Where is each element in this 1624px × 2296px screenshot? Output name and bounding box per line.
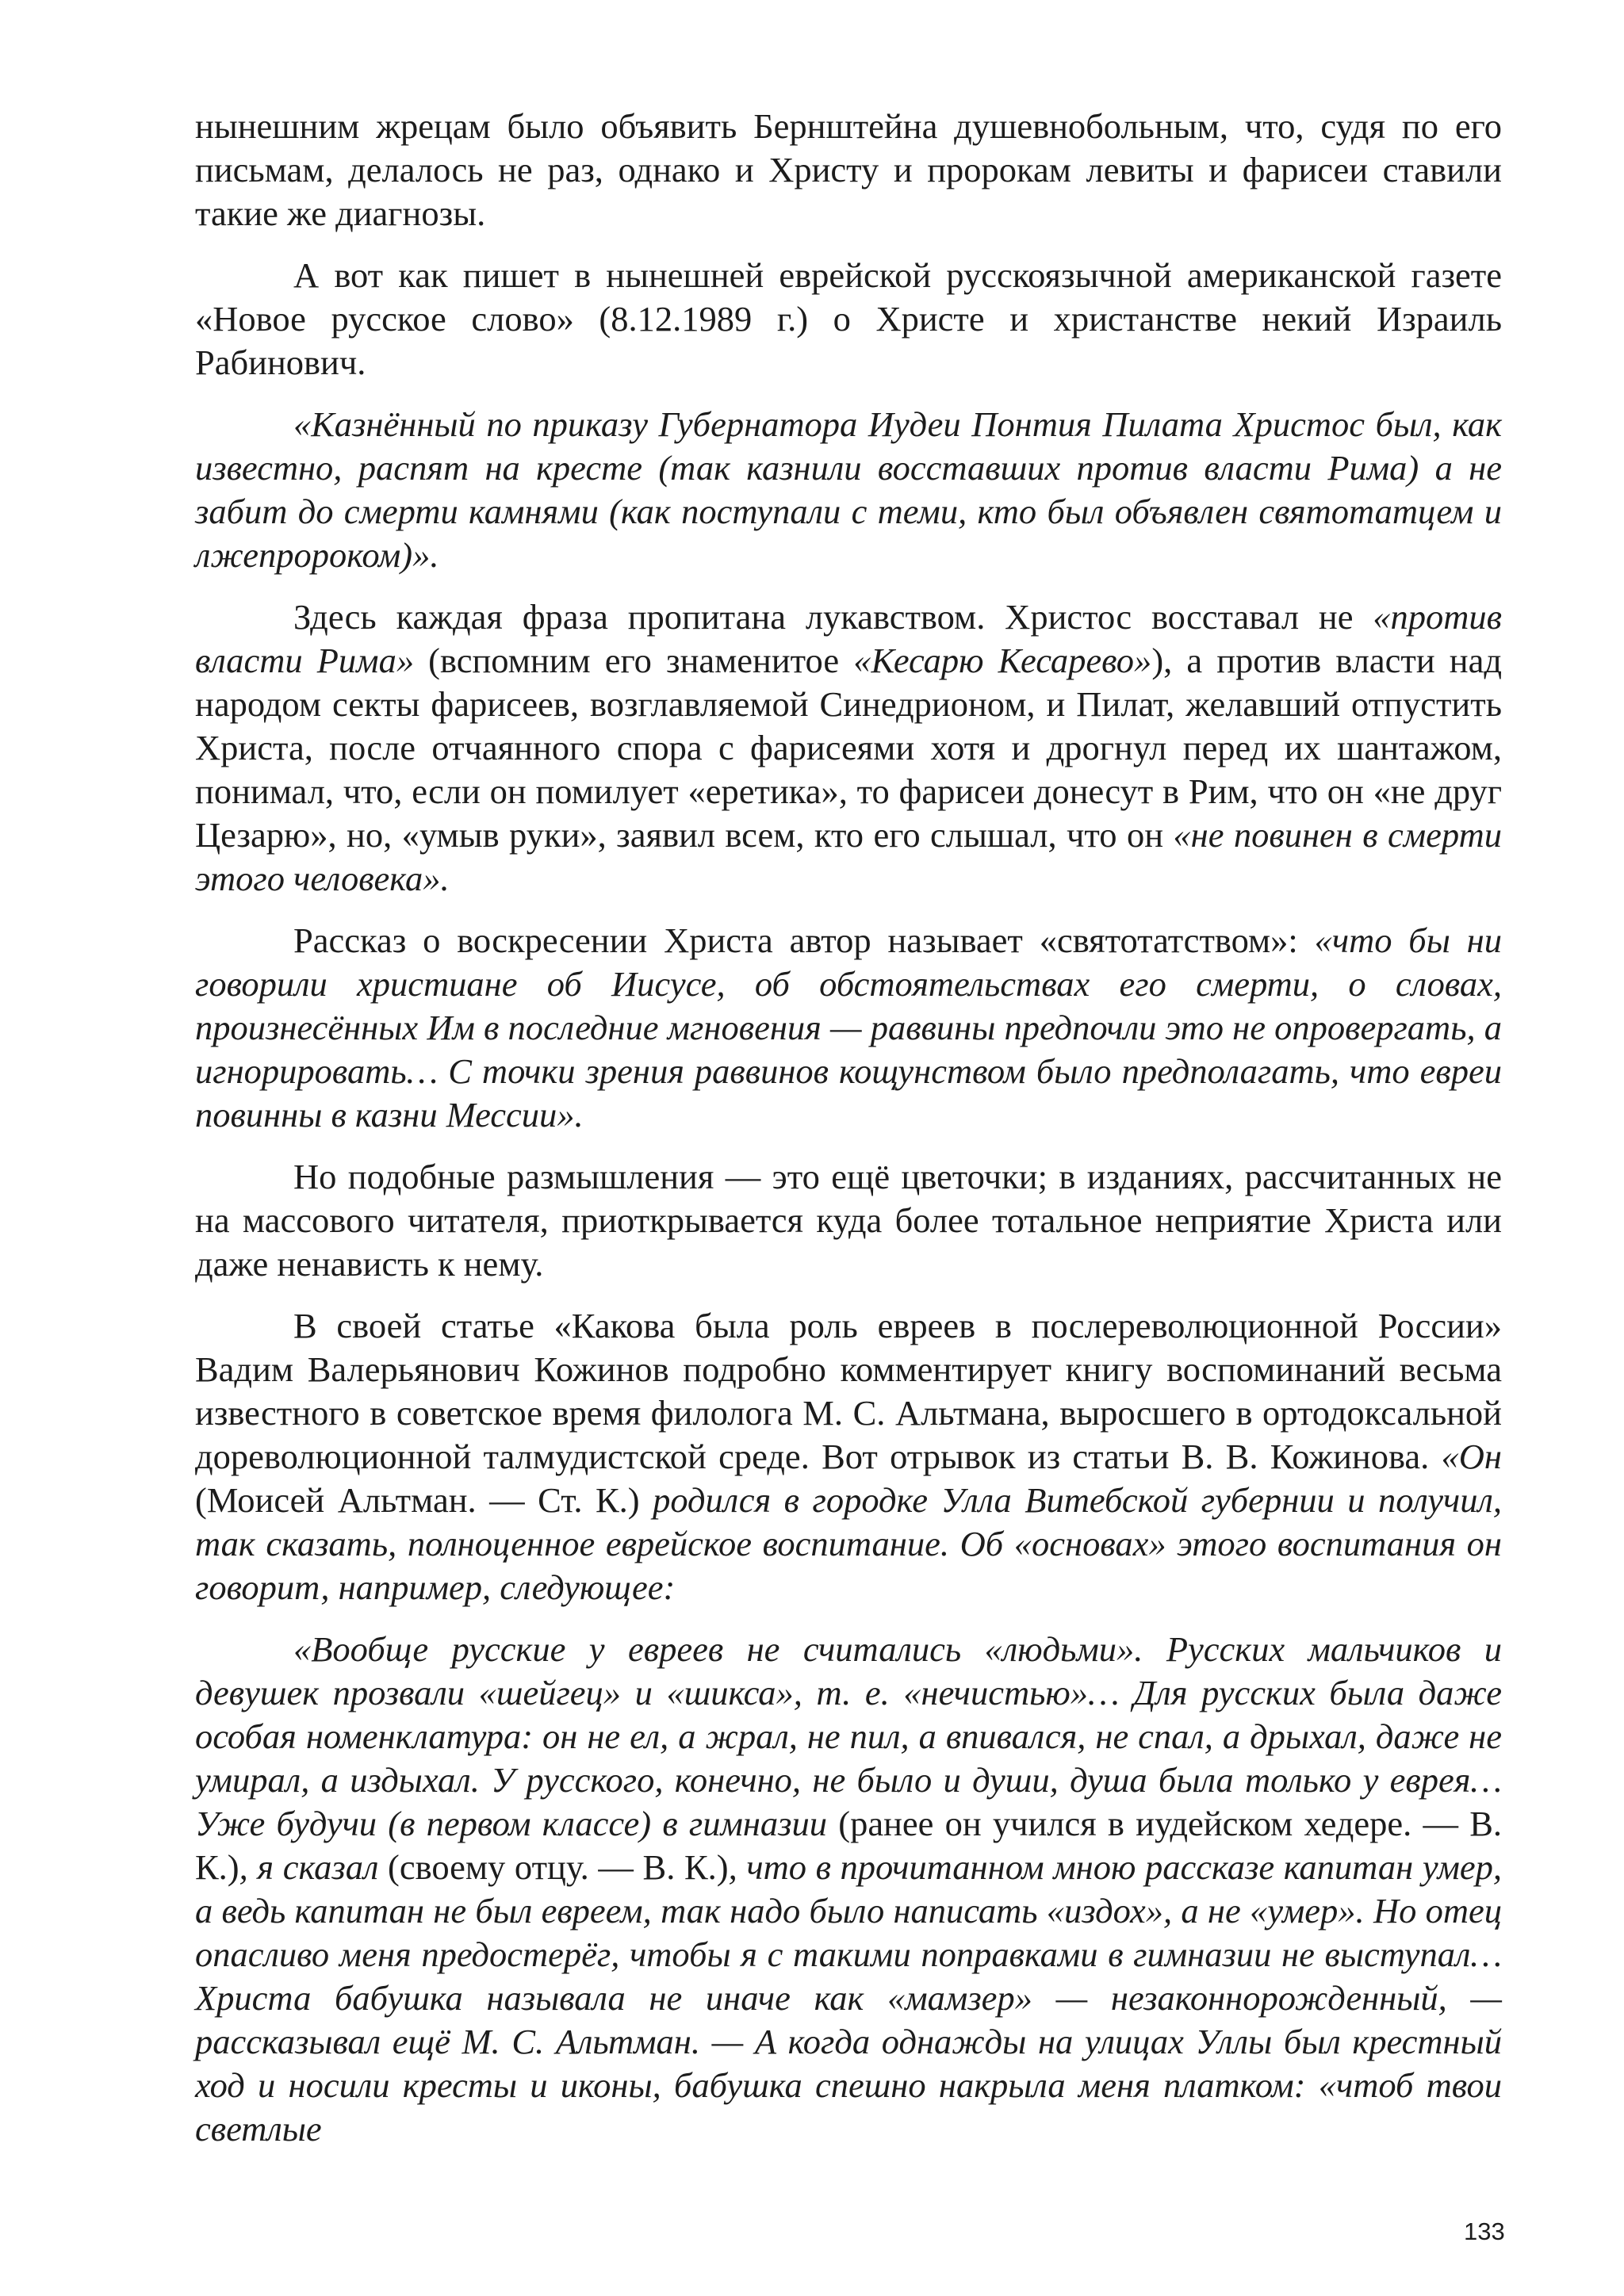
quote-altman-text-e: , что в прочитанном мною рассказе капитан умер, а ведь капитан не был евреем, так надо было написать «издох», а не «умер». Но отец опасливо меня предостерёг, чтобы я с такими поправками в гимназии не выступал… Христа бабушка называла не иначе как «мамзер» — незаконнорожденный, — рассказывал ещё М. С. Альтман. — А когда однажды на улицах Уллы был крестный ход и носили кресты и иконы, бабушка спешно накрыла меня платком: «чтоб твои светлые: [195, 1847, 1502, 2149]
paragraph-7: [195, 1304, 1502, 1609]
quote-altman-text-c: , я сказал: [239, 1847, 379, 1887]
paragraph-4-quote-innocent: «не повинен в смерти этого человека».: [195, 815, 1502, 898]
paragraph-4-text-c: (вспомним его знаменитое: [414, 641, 854, 680]
paragraph-7-quote-born: родился в городке Улла Витебской губернии и получил, так сказать, полноценное еврейское воспитание. Об «основах» этого воспитания он говорит, например, следующее:: [195, 1480, 1502, 1607]
paragraph-7-quote-on: «Он: [1441, 1437, 1502, 1476]
paragraph-4-text-a: Здесь каждая фраза пропитана лукавством. Христос восставал не: [293, 597, 1373, 637]
quote-altman-note-d: (своему отцу. — В. К.): [378, 1847, 729, 1887]
quote-altman-note-b: (ранее он учился в иудейском хедере. — В. К.): [195, 1804, 1503, 1887]
paragraph-4-quote-rome: «против власти Рима»: [195, 597, 1502, 680]
paragraph-4-text-e: ), а против власти над народом секты фарисеев, возглавляемой Синедрионом, и Пилат, желавший отпустить Христа, после отчаянного спора с фарисеями хотя и дрогнул перед их шантажом, понимал, что, если он помилует «еретика», то фарисеи донесут в Рим, что он «не друг Цезарю», но, «умыв руки», заявил всем, кто его слышал, что он: [195, 641, 1502, 855]
paragraph-5-quote: «что бы ни говорили христиане об Иисусе, об обстоятельствах его смерти, о словах, произнесённых Им в последние мгновения — раввины предпочли это не опровергать, а игнорировать… С точки зрения раввинов кощунством было предполагать, что евреи повинны в казни Мессии».: [195, 920, 1502, 1135]
paragraph-5: [195, 919, 1502, 1137]
paragraph-4-quote-caesar: «Кесарю Кесарево»: [853, 641, 1152, 680]
quote-rabinovich: «Казнённый по приказу Губернатора Иудеи Понтия Пилата Христос был, как известно, распят на кресте (так казнили восставших против власти Рима) а не забит до смерти камнями (как поступали с теми, кто был объявлен святотатцем и лжепророком)».: [195, 404, 1502, 575]
paragraph-6: Но подобные размышления — это ещё цветочки; в изданиях, рассчитанных не на массового читателя, приоткрывается куда более тотальное неприятие Христа или даже ненависть к нему.: [195, 1157, 1502, 1284]
page-body: [195, 105, 1502, 2151]
paragraph-4: [195, 595, 1502, 901]
paragraph-5-text-a: Рассказ о воскресении Христа автор называет «святотатством»:: [293, 920, 1315, 960]
paragraph-2: А вот как пишет в нынешней еврейской русскоязычной американской газете «Новое русское слово» (8.12.1989 г.) о Христе и христанстве некий Израиль Рабинович.: [195, 255, 1502, 382]
page-number: 133: [1464, 2218, 1505, 2245]
paragraph-1: нынешним жрецам было объявить Бернштейна душевнобольным, что, судя по его письмам, делалось не раз, однако и Христу и пророкам левиты и фарисеи ставили такие же диагнозы.: [195, 106, 1502, 233]
paragraph-7-text-c: (Моисей Альтман. — Ст. К.): [195, 1480, 653, 1520]
quote-altman: [195, 1628, 1502, 2151]
paragraph-7-text-a: В своей статье «Какова была роль евреев в послереволюционной России» Вадим Валерьянович Кожинов подробно комментирует книгу воспоминаний весьма известного в советское время филолога М. С. Альтмана, выросшего в ортодоксальной дореволюционной талмудистской среде. Вот отрывок из статьи В. В. Кожинова.: [195, 1306, 1502, 1476]
quote-altman-text-a: «Вообще русские у евреев не считались «людьми». Русских мальчиков и девушек прозвали «шейгец» и «шикса», т. е. «нечистью»… Для русских была даже особая номенклатура: он не ел, а жрал, не пил, а впивался, не спал, а дрыхал, даже не умирал, а издыхал. У русского, конечно, не было и души, душа была только у еврея… Уже будучи (в первом классе) в гимназии: [195, 1629, 1502, 1843]
